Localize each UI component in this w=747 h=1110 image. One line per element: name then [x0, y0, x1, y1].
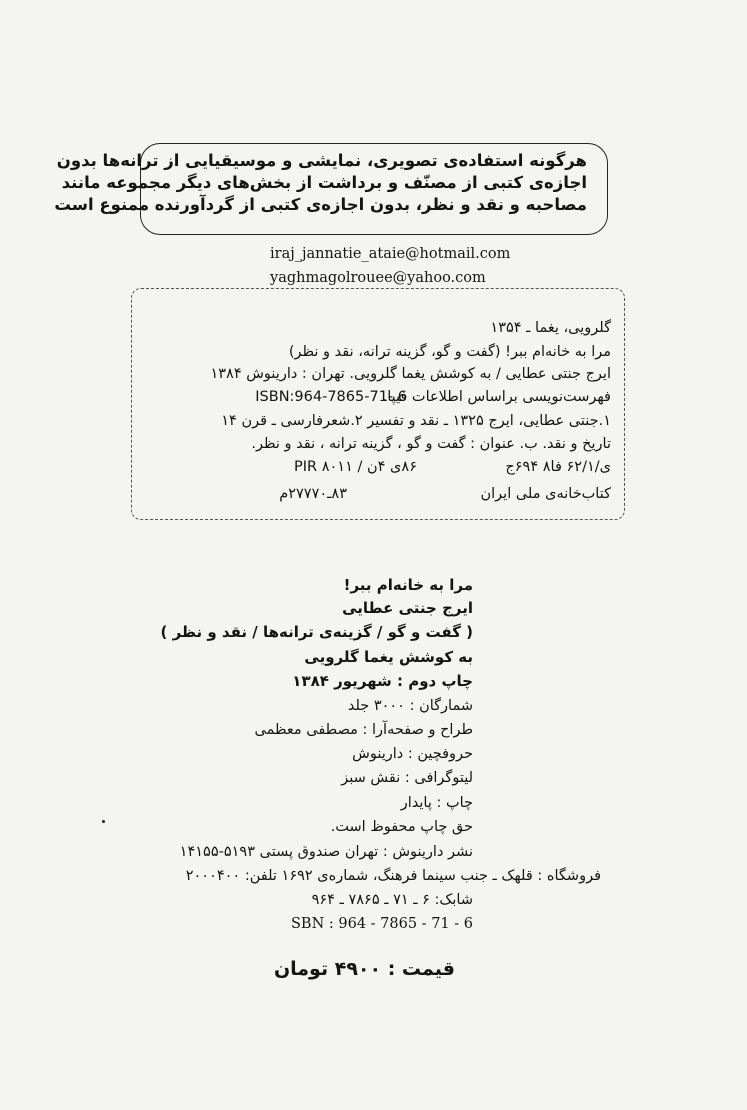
- cip-author-entry: گلرویی، یغما ـ ۱۳۵۴: [490, 320, 611, 336]
- cip-record-number: ۸۳ـ۲۷۷۷۰م: [279, 486, 347, 502]
- cip-classification-dewey: ی/۶۲/۱ فا۸ ۶۹۴ج: [505, 459, 611, 475]
- cip-subjects: ۱.جنتی عطایی، ایرج ۱۳۲۵ ـ نقد و تفسیر ۲.شعرفارسی ـ قرن ۱۴: [221, 413, 611, 429]
- cip-classification-pir: ۸۶ی ۴ن / ۸۰۱۱ PIR: [294, 459, 417, 475]
- store-address: فروشگاه : قلهک ـ جنب سینما فرهنگ، شماره‌ی ۱۶۹۲ تلفن: ۲۰۰۰۴۰۰: [185, 868, 601, 884]
- book-compiler: به کوشش یغما گلرویی: [304, 648, 473, 666]
- email-author: iraj_jannatie_ataie@hotmail.com: [270, 246, 511, 262]
- rights-notice: حق چاپ محفوظ است.: [330, 819, 473, 835]
- cip-title: مرا به خانه‌ام ببر! (گفت و گو، گزینه ترانه، نقد و نظر): [288, 344, 611, 360]
- printing-credit: چاپ : پایدار: [400, 795, 473, 811]
- edition-info: چاپ دوم : شهریور ۱۳۸۴: [292, 672, 473, 690]
- print-run: شمارگان : ۳۰۰۰ جلد: [347, 698, 473, 714]
- book-title: مرا به خانه‌ام ببر!: [343, 576, 473, 594]
- scan-speck: [102, 820, 105, 823]
- copyright-line-1: هرگونه استفاده‌ی تصویری، نمایشی و موسیقیایی از ترانه‌ها بدون: [56, 151, 587, 170]
- price: قیمت : ۴۹۰۰ تومان: [273, 958, 455, 980]
- lithography-credit: لیتوگرافی : نقش سبز: [341, 770, 473, 786]
- isbn-persian: شابک: ۶ ـ ۷۱ ـ ۷۸۶۵ ـ ۹۶۴: [311, 892, 473, 908]
- cip-publication: ایرج جنتی عطایی / به کوشش یغما گلرویی. تهران : دارینوش ۱۳۸۴: [210, 366, 611, 382]
- copyright-line-3: مصاحبه و نقد و نظر، بدون اجازه‌ی کتبی از گردآورنده ممنوع است: [54, 195, 587, 214]
- book-author: ایرج جنتی عطایی: [342, 599, 473, 617]
- cip-isbn: ISBN:964-7865-71- 6: [255, 389, 407, 405]
- designer-credit: طراح و صفحه‌آرا : مصطفی معظمی: [254, 722, 473, 738]
- email-compiler: yaghmagolrouee@yahoo.com: [270, 270, 486, 286]
- book-subtitle: ( گفت و گو / گزینه‌ی ترانه‌ها / نقد و نظر ): [160, 623, 473, 641]
- cip-fipa-note: فهرست‌نویسی براساس اطلاعات فیپا.: [382, 389, 611, 405]
- cip-history: تاریخ و نقد. ب. عنوان : گفت و گو ، گزینه ترانه ، نقد و نظر.: [251, 436, 611, 452]
- publisher-address: نشر دارینوش : تهران صندوق پستی ۵۱۹۳-۱۴۱۵۵: [179, 844, 473, 860]
- isbn-latin: SBN : 964 - 7865 - 71 - 6: [291, 916, 473, 932]
- cip-library: کتاب‌خانه‌ی ملی ایران: [480, 486, 611, 502]
- copyright-line-2: اجازه‌ی کتبی از مصنّف و برداشت از بخش‌های دیگر مجموعه مانند: [61, 173, 587, 192]
- typesetting-credit: حروفچین : دارینوش: [352, 746, 473, 762]
